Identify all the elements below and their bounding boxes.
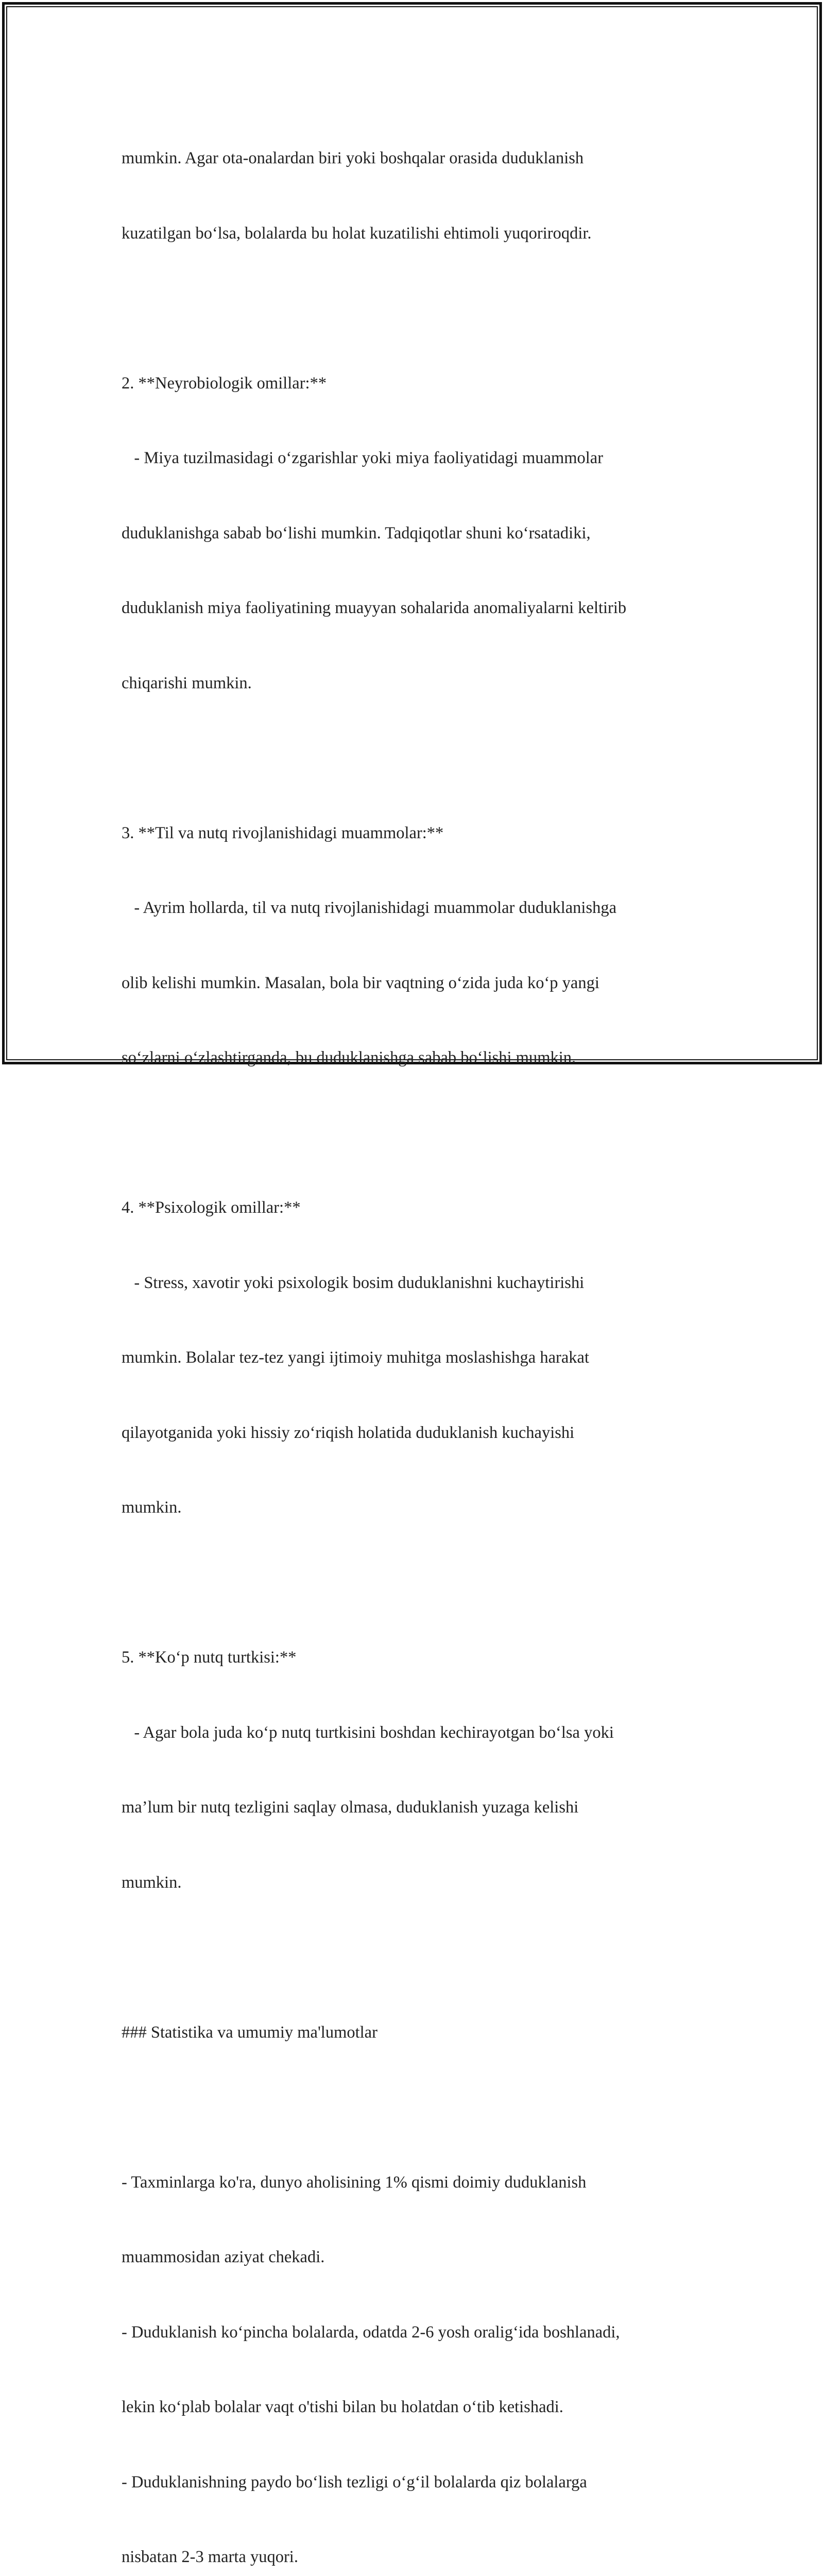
text-line: so‘zlarni o‘zlashtirganda, bu duduklanishga sabab bo‘lishi mumkin. xyxy=(122,1045,734,1071)
paragraph-language-development xyxy=(122,771,734,1121)
text-line: olib kelishi mumkin. Masalan, bola bir vaqtning o‘zida juda ko‘p yangi xyxy=(122,971,734,996)
text-line: mumkin. xyxy=(122,1495,734,1520)
list-heading: 3. **Til va nutq rivojlanishidagi muammolar:** xyxy=(122,821,734,846)
text-line: - Stress, xavotir yoki psixologik bosim duduklanishni kuchaytirishi xyxy=(122,1270,734,1296)
paragraph-psychological-factors xyxy=(122,1145,734,1570)
list-heading: 5. **Ko‘p nutq turtkisi:** xyxy=(122,1645,734,1670)
text-line: mumkin. xyxy=(122,1870,734,1895)
text-line: mumkin. Bolalar tez-tez yangi ijtimoiy muhitga moslashishga harakat xyxy=(122,1345,734,1370)
text-line: - Ayrim hollarda, til va nutq rivojlanishidagi muammolar duduklanishga xyxy=(122,895,734,921)
text-line: lekin ko‘plab bolalar vaqt o'tishi bilan bu holatdan o‘tib ketishadi. xyxy=(122,2395,734,2420)
text-line: nisbatan 2-3 marta yuqori. xyxy=(122,2545,734,2570)
text-line: qilayotganida yoki hissiy zo‘riqish holatida duduklanish kuchayishi xyxy=(122,1420,734,1446)
section-heading: ### Statistika va umumiy ma'lumotlar xyxy=(122,2020,734,2045)
text-line: - Taxminlarga ko'ra, dunyo aholisining 1% qismi doimiy duduklanish xyxy=(122,2170,734,2195)
text-line: mumkin. Agar ota-onalardan biri yoki boshqalar orasida duduklanish xyxy=(122,146,734,171)
section-heading-statistics xyxy=(122,1970,734,2095)
text-line: duduklanish miya faoliyatining muayyan sohalarida anomaliyalarni keltirib xyxy=(122,596,734,621)
paragraph-neurobiological-factors xyxy=(122,321,734,746)
list-heading: 4. **Psixologik omillar:** xyxy=(122,1195,734,1221)
document-body xyxy=(122,96,734,2576)
text-line: - Miya tuzilmasidagi o‘zgarishlar yoki miya faoliyatidagi muammolar xyxy=(122,446,734,471)
text-line: duduklanishga sabab bo‘lishi mumkin. Tadqiqotlar shuni ko‘rsatadiki, xyxy=(122,521,734,546)
text-line: muammosidan aziyat chekadi. xyxy=(122,2245,734,2270)
text-line: chiqarishi mumkin. xyxy=(122,671,734,696)
list-heading: 2. **Neyrobiologik omillar:** xyxy=(122,371,734,396)
text-line: ma’lum bir nutq tezligini saqlay olmasa, duduklanish yuzaga kelishi xyxy=(122,1795,734,1820)
text-line: - Duduklanish ko‘pincha bolalarda, odatda 2-6 yosh oralig‘ida boshlanadi, xyxy=(122,2320,734,2345)
paragraph-speech-pressure xyxy=(122,1595,734,1945)
paragraph-heredity-continuation xyxy=(122,96,734,296)
paragraph-statistics-list xyxy=(122,2120,734,2576)
text-line: - Duduklanishning paydo bo‘lish tezligi o‘g‘il bolalarda qiz bolalarga xyxy=(122,2470,734,2495)
text-line: kuzatilgan bo‘lsa, bolalarda bu holat kuzatilishi ehtimoli yuqoriroqdir. xyxy=(122,221,734,246)
text-line: - Agar bola juda ko‘p nutq turtkisini boshdan kechirayotgan bo‘lsa yoki xyxy=(122,1720,734,1745)
